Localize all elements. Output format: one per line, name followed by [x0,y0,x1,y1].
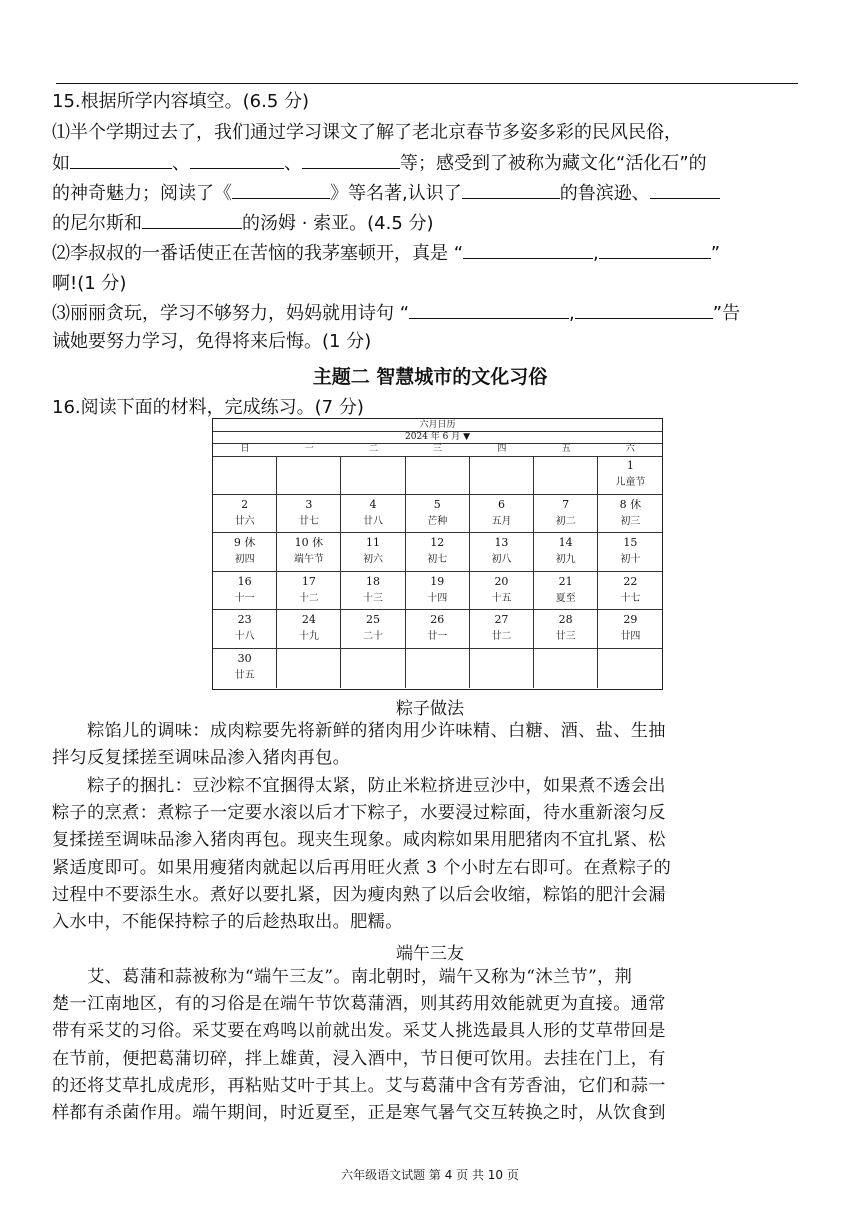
day-number: 24 [301,613,316,627]
sanyou-text-line: 的还将艾草扎成虎形，再粘贴艾叶于其上。艾与葛蒲中含有芳香油，它们和蒜一 [52,1075,666,1096]
calendar-day-cell[interactable] [470,533,534,572]
text-segment: 的神奇魅力；阅读了《 [52,183,232,204]
lunar-label: 十一 [234,592,255,604]
day-number: 20 [494,574,509,588]
day-number: 12 [430,536,445,550]
weekday-label: 六 [625,444,635,454]
zongzi-text-line: 拌匀反复揉搓至调味品渗入猪肉再包。 [52,748,351,769]
day-number: 3 [305,497,313,511]
calendar-day-cell[interactable] [598,495,662,534]
q15-part3-line1 [52,302,740,326]
lunar-label: 十五 [491,592,512,604]
zongzi-text-line: 复揉搓至调味品渗入猪肉再包。现夹生现象。咸肉粽如果用肥猪肉不宜扎紧、松 [52,830,666,851]
zongzi-text-line: 过程中不要添生水。煮好以要扎紧，因为瘦肉熟了以后会收缩，粽馅的肥汁会漏 [52,884,666,905]
day-number: 29 [623,613,638,627]
calendar-day-cell[interactable] [213,495,277,534]
calendar-day-cell[interactable] [470,495,534,534]
day-number: 2 [241,497,249,511]
lunar-label: 廿六 [234,515,255,527]
question-15-title: 15.根据所学内容填空。(6.5 分) [52,91,310,112]
lunar-label: 端午节 [293,554,324,566]
calendar-day-cell[interactable] [534,495,598,534]
day-number: 23 [237,613,252,627]
answer-blank[interactable] [232,182,330,199]
lunar-label: 夏至 [555,592,576,604]
day-number: 25 [366,613,381,627]
calendar-day-cell[interactable] [277,649,341,688]
theme-heading: 主题二 智慧城市的文化习俗 [312,366,548,388]
day-number: 16 [237,574,252,588]
calendar-weekday-header [213,443,662,457]
sanyou-title: 端午三友 [396,944,464,964]
lunar-label: 十三 [363,592,384,604]
calendar-day-cell[interactable] [341,610,405,649]
calendar-day-cell[interactable] [277,495,341,534]
weekday-label: 二 [368,444,378,454]
day-number: 11 [366,536,381,550]
calendar-day-cell[interactable] [277,610,341,649]
calendar-day-cell[interactable] [213,533,277,572]
answer-blank[interactable] [409,302,569,319]
answer-blank[interactable] [190,152,284,169]
calendar-day-cell[interactable] [341,649,405,688]
calendar-day-cell[interactable] [341,572,405,611]
calendar-day-cell[interactable] [213,649,277,688]
calendar-day-cell[interactable] [598,533,662,572]
answer-blank[interactable] [142,212,242,229]
q15-part2-line2: 啊!(1 分) [52,273,127,294]
text-segment: 如 [52,153,70,174]
answer-blank[interactable] [302,152,400,169]
text-segment: ” [710,243,721,264]
calendar-day-cell[interactable] [341,533,405,572]
q15-part2-line1 [52,242,720,266]
day-number: 4 [369,497,377,511]
day-number: 27 [494,613,509,627]
answer-blank[interactable] [575,302,713,319]
day-number: 19 [430,574,445,588]
day-number: 8 休 [619,497,642,511]
calendar-day-cell[interactable] [534,572,598,611]
lunar-label: 初四 [234,554,255,566]
lunar-label: 廿五 [234,670,255,681]
text-segment: 、 [284,153,302,174]
calendar-day-cell[interactable] [213,572,277,611]
calendar-day-cell[interactable] [470,610,534,649]
day-number: 5 [433,497,441,511]
calendar-day-cell[interactable] [534,649,598,688]
weekday-label: 三 [433,444,443,454]
top-rule [56,83,798,84]
lunar-label: 十九 [298,631,319,643]
calendar-day-cell[interactable] [598,649,662,688]
zongzi-text-line: 粽馅儿的调味：成肉粽要先将新鲜的猪肉用少许味精、白糖、酒、盐、生抽 [52,721,666,741]
day-number: 7 [562,497,570,511]
calendar-day-cell[interactable] [213,610,277,649]
day-number: 30 [237,652,252,665]
calendar-day-cell[interactable] [277,572,341,611]
weekday-label: 五 [561,444,571,454]
day-number: 14 [558,536,573,550]
zongzi-text-line: 入水中，不能保持粽子的后趁热取出。肥糯。 [52,912,403,933]
calendar-day-cell[interactable] [406,610,470,649]
text-segment: 的鲁滨逊、 [559,183,650,204]
lunar-label: 廿七 [298,515,319,527]
answer-blank[interactable] [650,182,720,199]
day-number: 21 [558,574,573,588]
lunar-label: 廿三 [555,631,576,643]
zongzi-text-line: 粽子的烹煮：煮粽子一定要水滚以后才下粽子，水要浸过粽面，待水重新滚匀反 [52,802,666,823]
zongzi-text-line: 粽子的捆扎：豆沙粽不宜捆得太紧，防止米粒挤进豆沙中，如果煮不透会出 [52,775,666,796]
page-footer: 六年级语文试题 第 4 页 共 10 页 [341,1168,519,1182]
q15-part1-line1: ⑴半个学期过去了，我们通过学习课文了解了老北京春节多姿多彩的民风民俗， [52,122,682,143]
lunar-label: 初九 [555,554,576,566]
day-number: 28 [558,613,573,627]
calendar-day-cell[interactable] [277,456,341,495]
lunar-label: 廿八 [363,515,384,527]
calendar-day-cell[interactable] [534,610,598,649]
lunar-label: 初十 [620,554,641,566]
calendar-day-cell[interactable] [406,533,470,572]
calendar-day-cell[interactable] [598,610,662,649]
text-segment: , [569,303,575,324]
day-number: 13 [494,536,509,550]
day-number: 26 [430,613,445,627]
calendar-day-cell[interactable] [534,456,598,495]
calendar-day-cell[interactable] [277,533,341,572]
lunar-label: 初七 [427,554,448,566]
day-number: 1 [626,459,634,472]
calendar-day-cell[interactable] [598,456,662,495]
sanyou-text-line: 带有采艾的习俗。采艾要在鸡鸣以前就出发。采艾人挑选最具人形的艾草带回是 [52,1021,666,1042]
text-segment: , [593,243,599,264]
weekday-label: 日 [240,444,250,454]
q15-part1-line4 [52,212,434,236]
lunar-label: 廿四 [620,631,641,643]
calendar-day-cell[interactable] [470,456,534,495]
q15-part1-line2 [52,152,707,176]
calendar-day-cell[interactable] [470,572,534,611]
lunar-label: 二十 [363,631,384,643]
text-segment: 、 [172,153,190,174]
lunar-label: 初六 [363,554,384,566]
day-number: 22 [623,574,638,588]
answer-blank[interactable] [70,152,172,169]
text-segment: 的尼尔斯和 [52,213,142,234]
q15-part3-line2: 诫她要努力学习，免得将来后悔。(1 分) [52,331,372,352]
question-16-title: 16.阅读下面的材料，完成练习。(7 分) [52,397,364,418]
lunar-label: 初二 [555,515,576,527]
text-segment: ⑶丽丽贪玩，学习不够努力，妈妈就用诗句 “ [52,303,410,324]
lunar-label: 廿一 [427,631,448,643]
calendar-month-selector[interactable]: 2024 年 6 月 ▼ [213,431,662,444]
lunar-label: 十四 [427,592,448,604]
calendar-day-cell[interactable] [470,649,534,688]
text-segment: ”告 [712,303,741,324]
calendar-day-cell[interactable] [534,533,598,572]
sanyou-text-line: 样都有杀菌作用。端午期间，时近夏至，正是寒气暑气交互转换之时，从饮食到 [52,1103,666,1123]
june-calendar [212,418,663,690]
day-number: 17 [301,574,316,588]
weekday-label: 一 [304,444,314,454]
answer-blank[interactable] [463,242,593,259]
calendar-day-cell[interactable] [406,572,470,611]
lunar-label: 芒种 [427,515,448,527]
day-number: 6 [497,497,505,511]
sanyou-text-line: 在节前，便把葛蒲切碎，拌上雄黄，浸入酒中，节日便可饮用。去挂在门上，有 [52,1048,666,1069]
sanyou-text-line: 艾、葛蒲和蒜被称为“端午三友”。南北朝时，端午又称为“沐兰节”，荆 [52,967,633,987]
text-segment: 的汤姆 · 索亚。(4.5 分) [242,213,434,234]
day-number: 10 休 [294,536,324,550]
lunar-label: 初三 [620,515,641,527]
lunar-label: 十七 [620,592,641,604]
answer-blank[interactable] [462,182,560,199]
day-number: 18 [366,574,381,588]
day-number: 9 休 [233,536,256,550]
text-segment: ⑵李叔叔的一番话使正在苦恼的我茅塞顿开，真是 “ [52,243,464,264]
weekday-label: 四 [497,444,507,454]
lunar-label: 十二 [298,592,319,604]
calendar-day-cell[interactable] [406,495,470,534]
answer-blank[interactable] [599,242,711,259]
calendar-day-cell[interactable] [213,456,277,495]
calendar-day-cell[interactable] [406,649,470,688]
calendar-day-cell[interactable] [341,456,405,495]
day-number: 15 [623,536,638,550]
sanyou-text-line: 楚一江南地区，有的习俗是在端午节饮葛蒲酒，则其药用效能就更为直接。通常 [52,994,666,1015]
lunar-label: 初八 [491,554,512,566]
calendar-day-cell[interactable] [406,456,470,495]
lunar-label: 五月 [491,515,512,527]
calendar-title: 六月日历 [213,419,662,432]
lunar-label: 廿二 [491,631,512,643]
q15-part1-line3 [52,182,720,206]
calendar-day-cell[interactable] [598,572,662,611]
lunar-label: 十八 [234,631,255,643]
text-segment: 》等名著,认识了 [330,183,462,204]
zongzi-text-line: 紧适度即可。如果用瘦猪肉就起以后再用旺火煮 3 个小时左右即可。在煮粽子的 [52,857,672,878]
text-segment: 等；感受到了被称为藏文化“活化石”的 [400,153,707,174]
zongzi-title: 粽子做法 [396,699,464,719]
lunar-label: 儿童节 [615,477,646,488]
calendar-day-cell[interactable] [341,495,405,534]
